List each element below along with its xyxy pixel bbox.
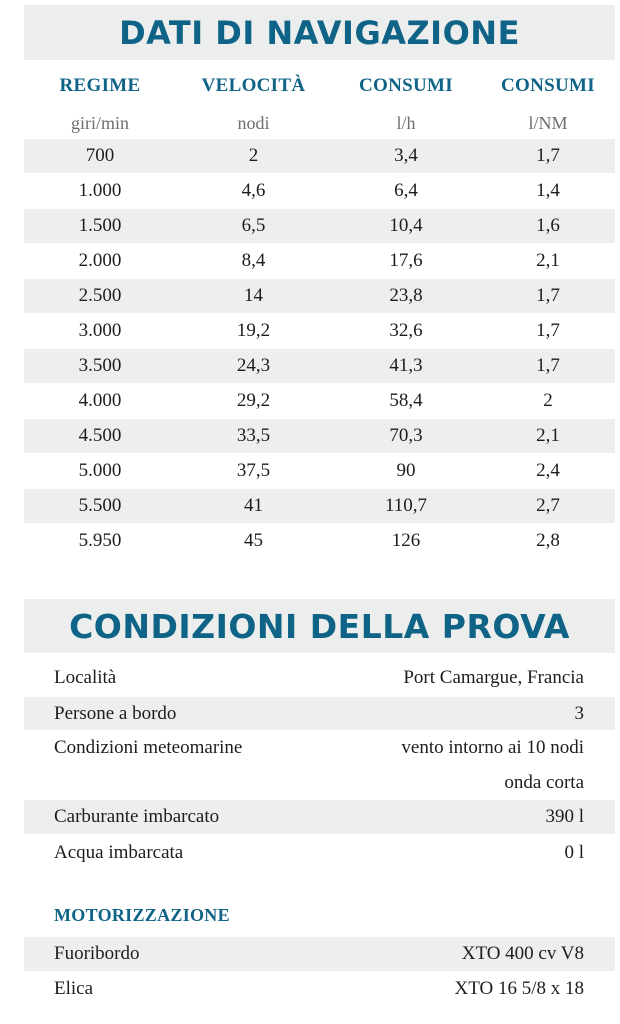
cell-consumi-lnm: 1,6 xyxy=(536,215,560,236)
condition-value: vento intorno ai 10 nodi xyxy=(401,736,584,758)
cell-velocita: 14 xyxy=(244,285,263,306)
cell-velocita: 24,3 xyxy=(236,355,271,376)
cell-consumi-lh: 32,6 xyxy=(389,320,423,341)
table-row xyxy=(24,454,615,488)
cell-regime: 1.500 xyxy=(78,215,122,236)
cell-consumi-lh: 70,3 xyxy=(389,425,423,446)
table-row xyxy=(24,139,615,173)
col-unit-consumi-lh: l/h xyxy=(396,112,416,133)
cell-consumi-lnm: 2,1 xyxy=(536,425,560,446)
cell-regime: 5.000 xyxy=(78,460,122,481)
condition-row-meteo xyxy=(24,731,615,764)
condition-row-persone xyxy=(24,697,615,730)
cell-regime: 3.000 xyxy=(78,320,122,341)
condition-value: 0 l xyxy=(564,841,584,863)
table-row xyxy=(24,209,615,243)
table-row xyxy=(24,244,615,278)
col-header-velocita: VELOCITÀ xyxy=(201,75,306,96)
nav-title: DATI DI NAVIGAZIONE xyxy=(119,13,520,52)
motor-label: Fuoribordo xyxy=(54,943,140,964)
table-row xyxy=(24,279,615,313)
col-header-regime: REGIME xyxy=(59,75,141,96)
cell-regime: 3.500 xyxy=(78,355,122,376)
condition-row-acqua xyxy=(24,836,615,869)
cell-consumi-lnm: 2,1 xyxy=(536,250,560,271)
cell-velocita: 2 xyxy=(248,145,259,166)
condition-value: 3 xyxy=(574,702,584,724)
cell-consumi-lh: 41,3 xyxy=(389,355,423,376)
condition-value: onda corta xyxy=(504,771,584,793)
conditions-title: CONDIZIONI DELLA PROVA xyxy=(69,606,570,646)
condition-row-meteo-cont xyxy=(24,766,615,799)
cell-regime: 1.000 xyxy=(78,180,122,201)
motor-row-elica xyxy=(24,972,615,1006)
cell-consumi-lnm: 1,4 xyxy=(536,180,560,201)
cell-regime: 4.000 xyxy=(78,390,122,411)
condition-label: Acqua imbarcata xyxy=(54,841,184,863)
condition-row-carburante xyxy=(24,800,615,834)
cell-velocita: 33,5 xyxy=(236,425,271,446)
cell-velocita: 19,2 xyxy=(236,320,271,341)
col-unit-consumi-lnm: l/NM xyxy=(528,112,568,133)
motor-value: XTO 400 cv V8 xyxy=(461,943,584,964)
cell-velocita: 45 xyxy=(244,530,263,551)
condition-label: Carburante imbarcato xyxy=(54,806,220,827)
condition-value: Port Camargue, Francia xyxy=(403,666,584,688)
col-unit-regime: giri/min xyxy=(71,112,129,133)
col-header-consumi-lh: CONSUMI xyxy=(359,75,453,96)
cell-velocita: 29,2 xyxy=(236,390,271,411)
cell-regime: 5.950 xyxy=(78,530,122,551)
cell-consumi-lh: 110,7 xyxy=(384,495,428,516)
cell-regime: 2.000 xyxy=(78,250,122,271)
cell-consumi-lh: 23,8 xyxy=(389,285,423,306)
table-row xyxy=(24,314,615,348)
cell-velocita: 4,6 xyxy=(241,180,266,201)
condition-row-localita xyxy=(24,661,615,694)
cell-consumi-lh: 6,4 xyxy=(394,180,418,201)
cell-regime: 2.500 xyxy=(78,285,122,306)
cell-consumi-lh: 90 xyxy=(396,460,416,481)
table-row xyxy=(24,489,615,523)
cell-consumi-lh: 3,4 xyxy=(394,145,418,166)
cell-regime: 700 xyxy=(85,145,115,166)
col-unit-velocita: nodi xyxy=(237,112,270,133)
cell-consumi-lnm: 1,7 xyxy=(536,320,560,341)
cell-consumi-lnm: 1,7 xyxy=(536,145,560,166)
cell-consumi-lnm: 1,7 xyxy=(536,285,560,306)
cell-consumi-lh: 58,4 xyxy=(389,390,423,411)
cell-consumi-lnm: 2,8 xyxy=(536,530,560,551)
cell-consumi-lnm: 2,4 xyxy=(536,460,560,481)
nav-units-row xyxy=(24,108,615,138)
cell-consumi-lh: 126 xyxy=(391,530,421,551)
table-row xyxy=(24,349,615,383)
cell-velocita: 41 xyxy=(244,495,263,516)
cell-consumi-lh: 10,4 xyxy=(389,215,423,236)
conditions-title-banner xyxy=(24,599,615,653)
table-row xyxy=(24,174,615,208)
table-row xyxy=(24,384,615,418)
condition-value: 390 l xyxy=(545,806,584,827)
table-row xyxy=(24,419,615,453)
col-header-consumi-lnm: CONSUMI xyxy=(501,75,595,96)
cell-velocita: 6,5 xyxy=(241,215,266,236)
cell-regime: 4.500 xyxy=(78,425,122,446)
motor-title: MOTORIZZAZIONE xyxy=(54,905,230,925)
condition-label: Località xyxy=(54,666,117,688)
motor-row-fuoribordo xyxy=(24,937,615,971)
nav-header-row xyxy=(24,72,615,100)
condition-label: Condizioni meteomarine xyxy=(54,736,243,758)
cell-regime: 5.500 xyxy=(78,495,122,516)
motor-value: XTO 16 5/8 x 18 xyxy=(454,978,584,999)
cell-consumi-lnm: 2 xyxy=(543,390,553,411)
cell-velocita: 8,4 xyxy=(241,250,266,271)
cell-consumi-lnm: 1,7 xyxy=(536,355,560,376)
motor-label: Elica xyxy=(54,978,94,999)
table-row xyxy=(24,524,615,558)
cell-velocita: 37,5 xyxy=(236,460,271,481)
nav-title-banner xyxy=(24,5,615,60)
cell-consumi-lnm: 2,7 xyxy=(536,495,560,516)
cell-consumi-lh: 17,6 xyxy=(389,250,423,271)
condition-label: Persone a bordo xyxy=(54,702,177,724)
